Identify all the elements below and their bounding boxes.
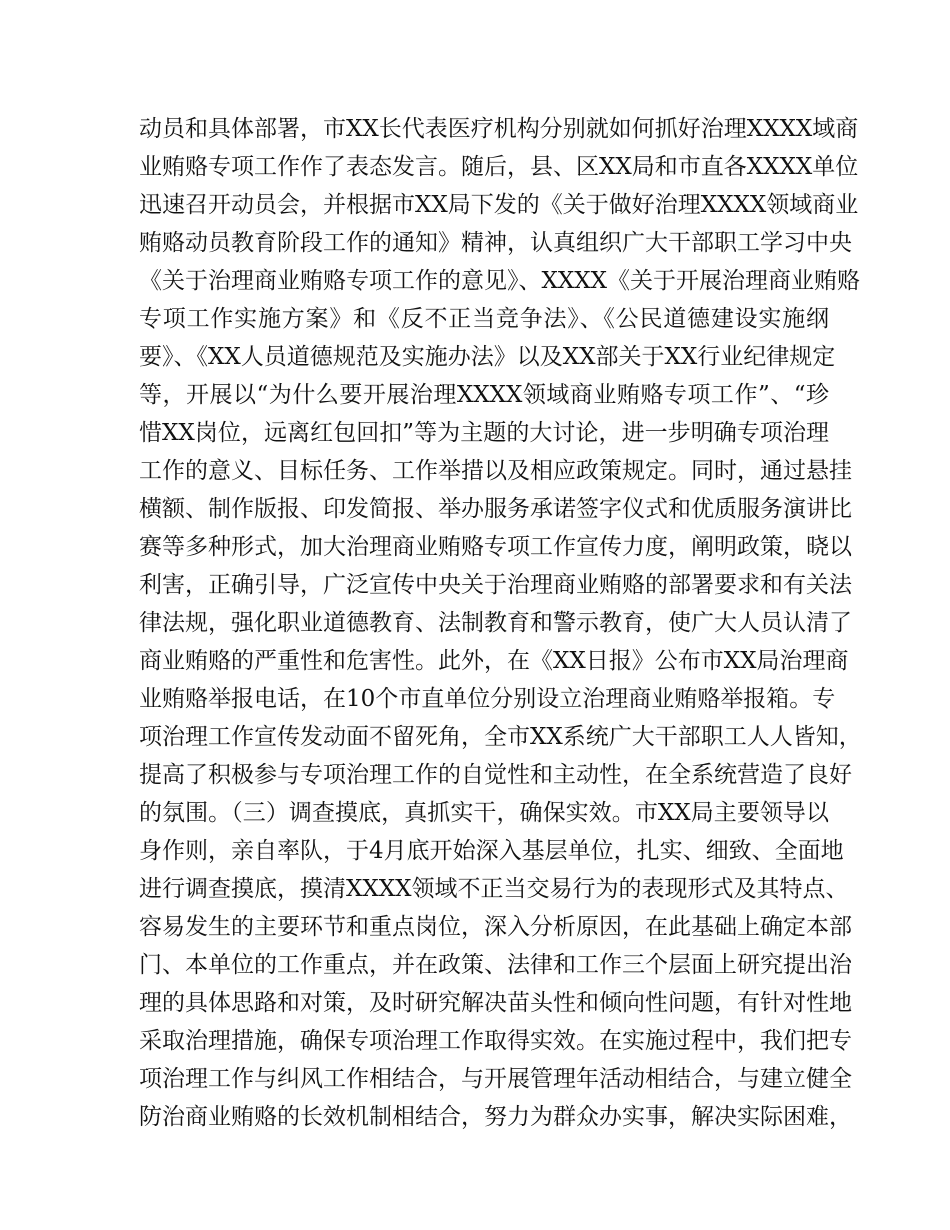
text-line: 理的具体思路和对策，及时研究解决苗头性和倾向性问题，有针对性地 xyxy=(139,990,852,1016)
text-line: 门、本单位的工作重点，并在政策、法律和工作三个层面上研究提出治 xyxy=(139,952,852,978)
text-line: 惜XX岗位，远离红包回扣”等为主题的大讨论，进一步明确专项治理 xyxy=(139,420,829,446)
text-line: 利害，正确引导，广泛宣传中央关于治理商业贿赂的部署要求和有关法 xyxy=(139,572,852,598)
text-line: 提高了积极参与专项治理工作的自觉性和主动性，在全系统营造了良好 xyxy=(139,762,852,788)
document-body xyxy=(139,110,862,1136)
text-line: 专项工作实施方案》和《反不正当竞争法》、《公民道德建设实施纲 xyxy=(139,306,829,332)
text-line: 的氛围。（三）调查摸底，真抓实干，确保实效。市XX局主要领导以 xyxy=(139,800,829,826)
text-line: 横额、制作版报、印发简报、举办服务承诺签字仪式和优质服务演讲比 xyxy=(139,496,852,522)
text-line: 防治商业贿赂的长效机制相结合，努力为群众办实事，解决实际困难， xyxy=(139,1104,852,1130)
text-line: 采取治理措施，确保专项治理工作取得实效。在实施过程中，我们把专 xyxy=(139,1028,852,1054)
text-line: 容易发生的主要环节和重点岗位，深入分析原因，在此基础上确定本部 xyxy=(139,914,852,940)
text-line: 律法规，强化职业道德教育、法制教育和警示教育，使广大人员认清了 xyxy=(139,610,852,636)
text-line: 业贿赂举报电话，在10个市直单位分别设立治理商业贿赂举报箱。专 xyxy=(139,686,836,712)
text-line: 业贿赂专项工作作了表态发言。随后，县、区XX局和市直各XXXX单位 xyxy=(139,154,859,180)
text-line: 迅速召开动员会，并根据市XX局下发的《关于做好治理XXXX领域商业 xyxy=(139,192,859,218)
text-line: 身作则，亲自率队，于4月底开始深入基层单位，扎实、细致、全面地 xyxy=(139,838,844,864)
text-line: 等，开展以“为什么要开展治理XXXX领域商业贿赂专项工作”、“珍 xyxy=(139,382,829,408)
text-line: 赛等多种形式，加大治理商业贿赂专项工作宣传力度，阐明政策，晓以 xyxy=(139,534,852,560)
text-line: 商业贿赂的严重性和危害性。此外，在《XX日报》公布市XX局治理商 xyxy=(139,648,849,674)
text-line: 贿赂动员教育阶段工作的通知》精神，认真组织广大干部职工学习中央 xyxy=(139,230,852,256)
text-line: 要》、《XX人员道德规范及实施办法》以及XX部关于XX行业纪律规定 xyxy=(139,344,836,370)
text-line: 进行调查摸底，摸清XXXX领域不正当交易行为的表现形式及其特点、 xyxy=(139,876,849,902)
text-line: 项治理工作与纠风工作相结合，与开展管理年活动相结合，与建立健全 xyxy=(139,1066,852,1092)
text-line: 动员和具体部署，市XX长代表医疗机构分别就如何抓好治理XXXX域商 xyxy=(139,116,859,142)
text-line: 项治理工作宣传发动面不留死角，全市XX系统广大干部职工人人皆知， xyxy=(139,724,862,750)
text-line: 《关于治理商业贿赂专项工作的意见》、XXXX《关于开展治理商业贿赂 xyxy=(139,268,860,294)
text-line: 工作的意义、目标任务、工作举措以及相应政策规定。同时，通过悬挂 xyxy=(139,458,852,484)
